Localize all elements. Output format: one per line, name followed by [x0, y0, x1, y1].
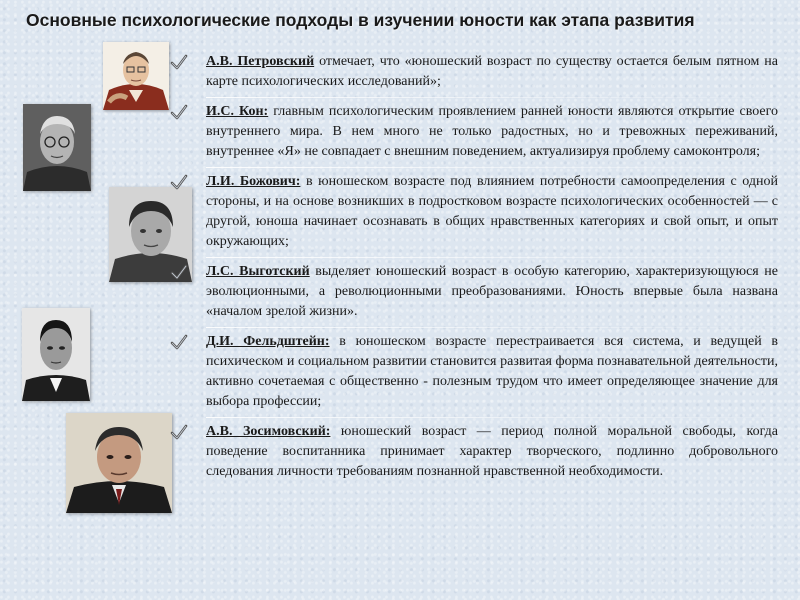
author-statement: юношеский возраст — период полной моральной свободы, когда поведение воспитанника принимает характер творческого, подлинно добровольного следования личности требованиям познанной нравственной необходимости. [206, 424, 778, 479]
author-name: Л.С. Выготский [206, 264, 310, 279]
author-statement: в юношеском возрасте под влиянием потребности самоопределения с одной стороны, и на основе возникших в подростковом возрасте психологических особенностей — с другой, юноша начинает осознавать в общих нравственных категориях и свой опыт, и опыт окружающих; [206, 174, 778, 249]
author-statement: выделяет юношеский возраст в особую категорию, характеризующуюся не эволюционными, а революционными преобразованиями. Юность впервые была названа «началом зрелой жизни». [206, 264, 778, 319]
list-item [170, 102, 778, 162]
author-name: Д.И. Фельдштейн: [206, 334, 330, 349]
list-item [170, 262, 778, 322]
list-item [170, 332, 778, 412]
portrait-vygotsky [22, 308, 90, 401]
checkmark-icon [170, 104, 188, 120]
slide-title: Основные психологические подходы в изучении юности как этапа развития [26, 10, 695, 30]
divider [206, 417, 778, 418]
portrait-kon [23, 104, 91, 191]
divider [206, 167, 778, 168]
checkmark-icon [170, 334, 188, 350]
author-statement: главным психологическим проявлением ранней юности являются открытие своего внутреннего мира. В нем много не только радостных, но и тревожных переживаний, внутреннее «Я» не совпадает с внешним поведением, актуализируя проблему самоконтроля; [206, 104, 778, 159]
author-name: Л.И. Божович: [206, 174, 301, 189]
approaches-list [170, 52, 778, 487]
checkmark-icon [170, 54, 188, 70]
author-statement: в юношеском возрасте перестраивается вся система, и ведущей в психическом и социальном развитии становится развитая форма познавательной деятельности, активно сочетаемая с общественно - полезным трудом что имеет определяющее значение для выбора профессии; [206, 334, 779, 409]
checkmark-icon [170, 424, 188, 440]
author-name: А.В. Петровский [206, 54, 315, 69]
list-item [170, 172, 778, 252]
checkmark-icon [170, 264, 188, 280]
author-name: И.С. Кон: [206, 104, 269, 119]
list-item [170, 422, 778, 482]
divider [206, 257, 778, 258]
author-name: А.В. Зосимовский: [206, 424, 331, 439]
portrait-feldshtein [66, 413, 172, 513]
portrait-petrovsky [103, 42, 169, 110]
divider [206, 327, 778, 328]
checkmark-icon [170, 174, 188, 190]
list-item [170, 52, 778, 92]
divider [206, 97, 778, 98]
author-statement: отмечает, что «юношеский возраст по существу остается белым пятном на карте психологических исследований»; [206, 54, 778, 89]
